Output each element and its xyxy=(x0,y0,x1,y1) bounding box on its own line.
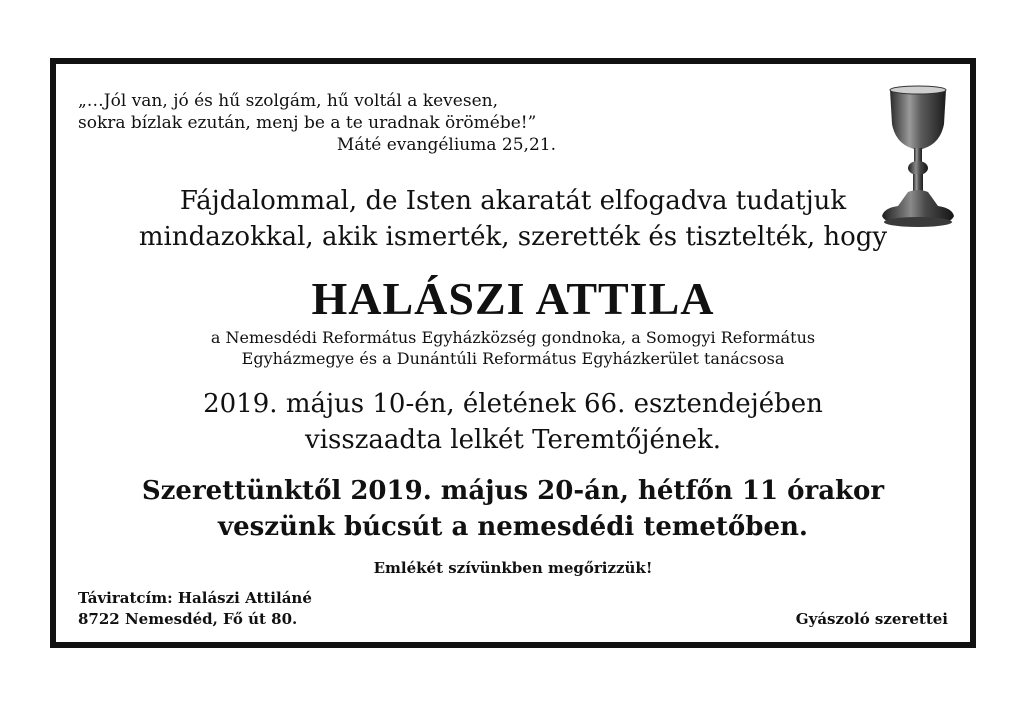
deceased-name: HALÁSZI ATTILA xyxy=(311,273,715,324)
telegram-address-line-2: 8722 Nemesdéd, Fő út 80. xyxy=(78,610,298,628)
deceased-role-line-1: a Nemesdédi Református Egyházközség gondnoka, a Somogyi Református xyxy=(210,328,816,347)
mourners-signature: Gyászoló szerettei xyxy=(795,610,948,628)
funeral-notice-line-2: veszünk búcsút a nemesdédi temetőben. xyxy=(218,512,808,542)
death-notice-line-2: visszaadta lelkét Teremtőjének. xyxy=(305,425,721,455)
intro-line-1: Fájdalommal, de Isten akaratát elfogadva tudatjuk xyxy=(179,186,847,216)
bible-quote-line-1: „…Jól van, jó és hű szolgám, hű voltál a kevesen, xyxy=(78,91,498,111)
telegram-address-line-1: Táviratcím: Halászi Attiláné xyxy=(78,589,312,607)
funeral-notice-line-1: Szerettünktől 2019. május 20-án, hétfőn 11 órakor xyxy=(141,476,885,506)
obituary-frame xyxy=(50,58,976,648)
bible-quote-line-2: sokra bízlak ezután, menj be a te uradnak örömébe!” xyxy=(78,113,537,133)
death-notice-line-1: 2019. május 10-én, életének 66. esztendejében xyxy=(203,389,823,419)
bible-quote-reference: Máté evangéliuma 25,21. xyxy=(336,135,556,155)
memory-line: Emlékét szívünkben megőrizzük! xyxy=(373,559,653,577)
intro-line-2: mindazokkal, akik ismerték, szerették és tisztelték, hogy xyxy=(138,222,888,252)
deceased-role-line-2: Egyházmegye és a Dunántúli Református Egyházkerület tanácsosa xyxy=(241,349,785,368)
